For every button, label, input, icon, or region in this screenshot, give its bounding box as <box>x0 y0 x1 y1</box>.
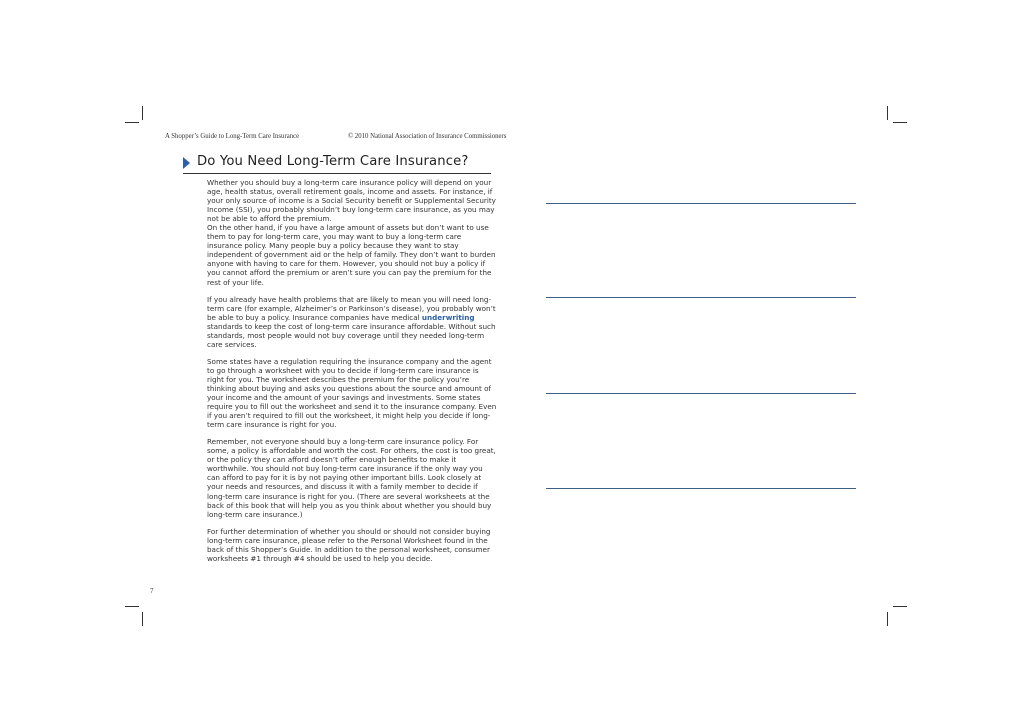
running-header-copyright: © 2010 National Association of Insurance Commissioners <box>348 133 507 140</box>
body-text <box>207 178 497 571</box>
crop-mark <box>125 122 139 123</box>
crop-mark <box>887 612 888 626</box>
paragraph-text: standards to keep the cost of long-term care insurance affordable. Without such standards, most people would not buy coverage until they needed long-term care services. <box>207 321 496 349</box>
crop-mark <box>893 122 907 123</box>
triangle-bullet-icon <box>183 157 190 169</box>
crop-mark <box>125 606 139 607</box>
glossary-term-underwriting: underwriting <box>421 312 475 322</box>
paragraph <box>207 178 497 287</box>
crop-mark <box>142 106 143 120</box>
crop-mark <box>887 106 888 120</box>
crop-mark <box>142 612 143 626</box>
page-number: 7 <box>150 587 154 595</box>
paragraph <box>207 295 497 349</box>
margin-note-rule <box>546 297 856 298</box>
section-heading-block <box>183 155 491 174</box>
paragraph-text: On the other hand, if you have a large amount of assets but don’t want to use them to pay for long-term care, you may want to buy a long-term care insurance policy. Many people buy a policy because they want to stay independent of government aid or the help of family. They don’t want to burden anyone with having to care for them. However, you should not buy a policy if you cannot afford the premium or aren’t sure you can pay the premium for the rest of your life. <box>207 223 496 287</box>
crop-mark <box>893 606 907 607</box>
paragraph: Remember, not everyone should buy a long-term care insurance policy. For some, a policy is affordable and worth the cost. For others, the cost is too great, or the policy they can afford doesn’t offer enough benefits to make it worthwhile. You should not buy long-term care insurance if the only way you can afford to pay for it is by not paying other important bills. Look closely at your needs and resources, and discuss it with a family member to decide if long-term care insurance is right for you. (There are several worksheets at the back of this book that will help you as you think about whether you should buy long-term care insurance.) <box>207 437 496 519</box>
paragraph: For further determination of whether you should or should not consider buying long-term care insurance, please refer to the Personal Worksheet found in the back of this Shopper’s Guide. In addition to the personal worksheet, consumer worksheets #1 through #4 should be used to help you decide. <box>207 526 491 563</box>
paragraph-text: If you already have health problems that are likely to mean you will need long-term care (for example, Alzheimer’s or Parkinson’s disease), you probably won’t be able to buy a policy. Insurance companies have medical <box>207 294 496 322</box>
section-heading: Do You Need Long-Term Care Insurance? <box>197 154 469 169</box>
margin-note-rule <box>546 488 856 489</box>
margin-note-rule <box>546 203 856 204</box>
paragraph: Some states have a regulation requiring the insurance company and the agent to go through a worksheet with you to decide if long-term care insurance is right for you. The worksheet describes the premium for the policy you’re thinking about buying and asks you questions about the source and amount of your income and the amount of your savings and investments. Some states require you to fill out the worksheet and send it to the insurance company. Even if you aren’t required to fill out the worksheet, it might help you decide if long-term care insurance is right for you. <box>207 356 497 430</box>
running-header-title: A Shopper’s Guide to Long-Term Care Insurance <box>165 133 300 140</box>
margin-note-rule <box>546 393 856 394</box>
paragraph-text: Whether you should buy a long-term care insurance policy will depend on your age, health status, overall retirement goals, income and assets. For instance, if your only source of income is a Social Security benefit or Supplemental Security Income (SSI), you probably shouldn’t buy long-term care insurance, as you may not be able to afford the premium. <box>207 178 496 224</box>
